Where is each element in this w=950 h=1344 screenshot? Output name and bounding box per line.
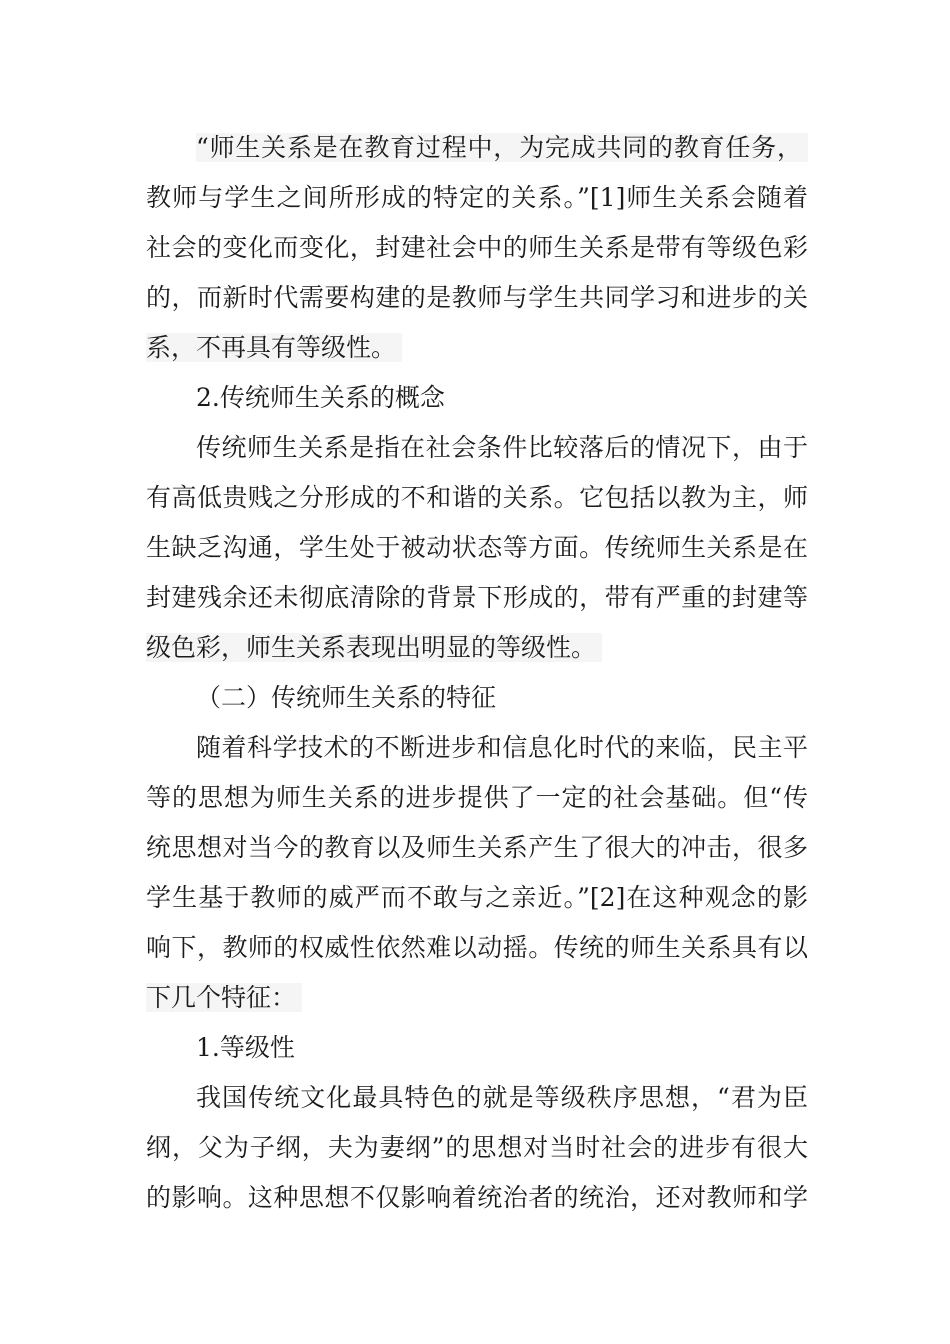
paragraph-line: 社会的变化而变化，封建社会中的师生关系是带有等级色彩 xyxy=(146,233,808,262)
paragraph-line: 生缺乏沟通，学生处于被动状态等方面。传统师生关系是在 xyxy=(146,533,808,562)
paragraph-line: 教师与学生之间所形成的特定的关系。”[1]师生关系会随着 xyxy=(146,183,808,212)
paragraph-line: 纲，父为子纲，夫为妻纲”的思想对当时社会的进步有很大 xyxy=(146,1133,808,1162)
paragraph-line: 学生基于教师的威严而不敢与之亲近。”[2]在这种观念的影 xyxy=(146,883,808,912)
paragraph-line: 统思想对当今的教育以及师生关系产生了很大的冲击，很多 xyxy=(146,833,808,862)
paragraph-line: 的，而新时代需要构建的是教师与学生共同学习和进步的关 xyxy=(146,283,808,312)
paragraph-line: 下几个特征： xyxy=(146,973,808,1023)
paragraph-line: 等的思想为师生关系的进步提供了一定的社会基础。但“传 xyxy=(146,783,808,812)
paragraph-line: 随着科学技术的不断进步和信息化时代的来临，民主平 xyxy=(196,733,808,762)
paragraph-line: “师生关系是在教育过程中，为完成共同的教育任务， xyxy=(146,123,808,173)
paragraph-line: 有高低贵贱之分形成的不和谐的关系。它包括以教为主，师 xyxy=(146,483,808,512)
section-heading: （二）传统师生关系的特征 xyxy=(196,683,497,712)
paragraph-line: 系，不再具有等级性。 xyxy=(146,323,808,373)
paragraph-line: 传统师生关系是指在社会条件比较落后的情况下，由于 xyxy=(196,433,808,462)
section-heading: 1.等级性 xyxy=(196,1033,295,1062)
paragraph-line: 响下，教师的权威性依然难以动摇。传统的师生关系具有以 xyxy=(146,933,808,962)
paragraph-line: 我国传统文化最具特色的就是等级秩序思想，“君为臣 xyxy=(196,1083,808,1112)
paragraph-line: 的影响。这种思想不仅影响着统治者的统治，还对教师和学 xyxy=(146,1183,808,1212)
paragraph-line: 级色彩，师生关系表现出明显的等级性。 xyxy=(146,623,808,673)
paragraph-line: 封建残余还未彻底清除的背景下形成的，带有严重的封建等 xyxy=(146,583,808,612)
section-heading: 2.传统师生关系的概念 xyxy=(196,383,445,412)
